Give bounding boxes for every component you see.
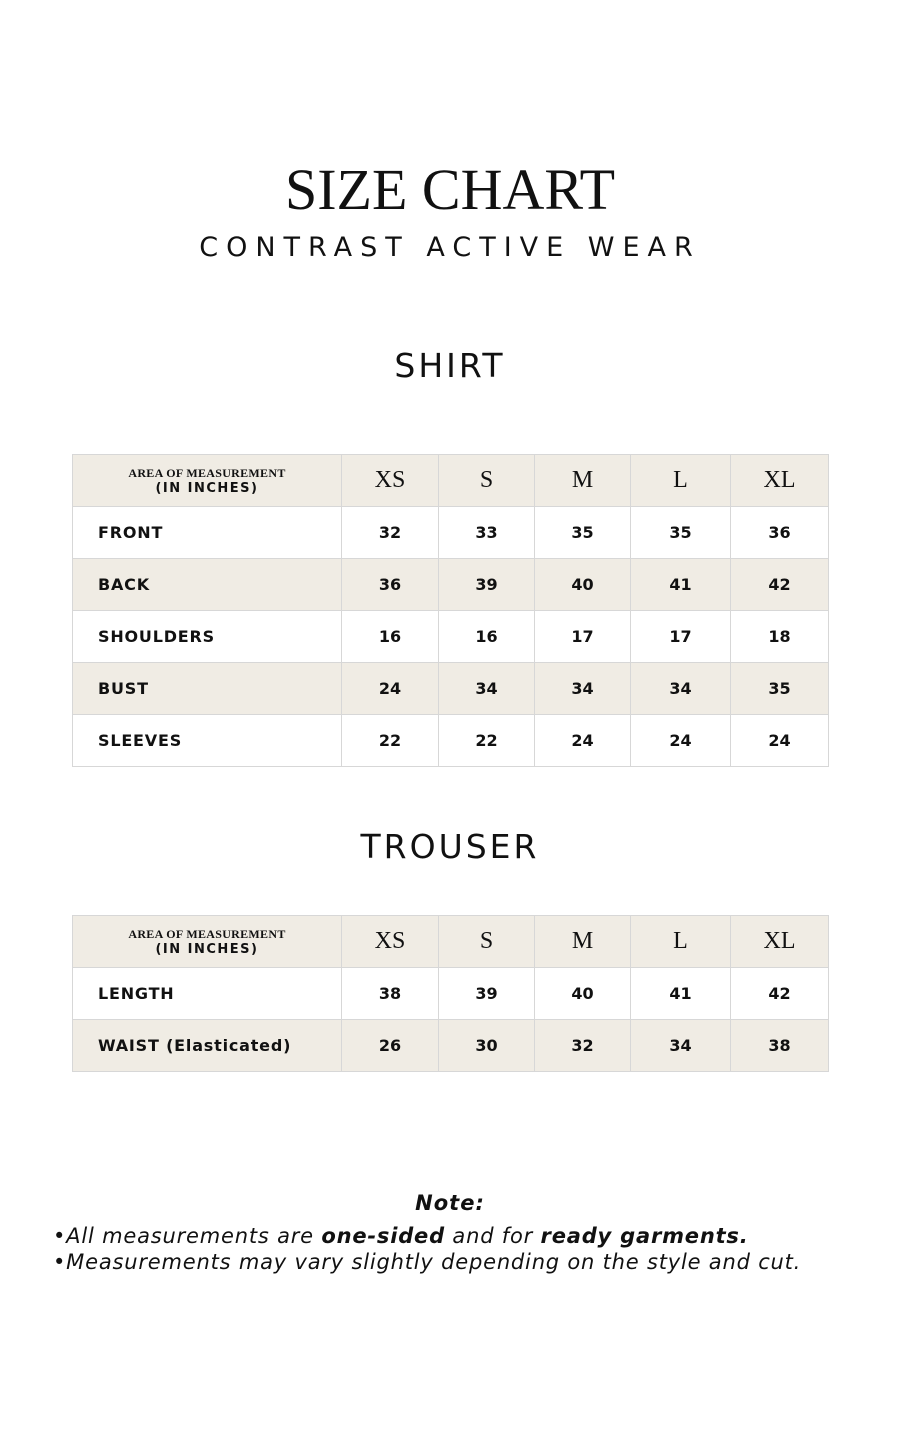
table-cell: 34 bbox=[631, 663, 731, 715]
table-cell: 38 bbox=[731, 1020, 829, 1072]
table-cell: 34 bbox=[535, 663, 631, 715]
size-header-xs: XS bbox=[342, 455, 439, 507]
note-line1-text2: and for bbox=[444, 1224, 541, 1248]
area-of-measurement-header bbox=[73, 916, 342, 968]
size-header-xl: XL bbox=[731, 916, 829, 968]
area-header-line2: (IN INCHES) bbox=[155, 941, 259, 957]
size-header-xl: XL bbox=[731, 455, 829, 507]
table-cell: 42 bbox=[731, 968, 829, 1020]
note-line1-text: •All measurements are bbox=[53, 1224, 322, 1248]
area-header-line1: AREA OF MEASUREMENT bbox=[128, 465, 286, 480]
page-title: SIZE CHART bbox=[284, 157, 616, 222]
table-cell: 17 bbox=[535, 611, 631, 663]
size-header-m: M bbox=[535, 455, 631, 507]
table-row bbox=[73, 507, 829, 559]
row-label: BUST bbox=[73, 663, 342, 715]
size-header-m: M bbox=[535, 916, 631, 968]
row-label: WAIST (Elasticated) bbox=[73, 1020, 342, 1072]
table-cell: 34 bbox=[631, 1020, 731, 1072]
row-label: LENGTH bbox=[73, 968, 342, 1020]
table-cell: 33 bbox=[439, 507, 535, 559]
table-cell: 32 bbox=[342, 507, 439, 559]
table-cell: 42 bbox=[731, 559, 829, 611]
table-cell: 39 bbox=[439, 968, 535, 1020]
table-cell: 40 bbox=[535, 968, 631, 1020]
table-cell: 41 bbox=[631, 968, 731, 1020]
table-cell: 36 bbox=[731, 507, 829, 559]
note-line1-bold-ready-garments: ready garments. bbox=[540, 1224, 749, 1248]
size-header-s: S bbox=[439, 455, 535, 507]
table-header-row bbox=[73, 455, 829, 507]
page-subtitle: CONTRAST ACTIVE WEAR bbox=[199, 232, 701, 263]
table-cell: 24 bbox=[731, 715, 829, 767]
table-row bbox=[73, 968, 829, 1020]
table-cell: 16 bbox=[439, 611, 535, 663]
note-line-1 bbox=[53, 1223, 893, 1249]
table-row bbox=[73, 715, 829, 767]
table-cell: 24 bbox=[535, 715, 631, 767]
area-header-line1: AREA OF MEASUREMENT bbox=[128, 926, 286, 941]
table-cell: 38 bbox=[342, 968, 439, 1020]
table-cell: 18 bbox=[731, 611, 829, 663]
note-line-2: •Measurements may vary slightly depending on the style and cut. bbox=[53, 1250, 802, 1274]
table-row bbox=[73, 611, 829, 663]
shirt-section-title: SHIRT bbox=[394, 346, 506, 385]
table-cell: 24 bbox=[342, 663, 439, 715]
table-header-row bbox=[73, 916, 829, 968]
table-cell: 39 bbox=[439, 559, 535, 611]
table-cell: 24 bbox=[631, 715, 731, 767]
table-cell: 26 bbox=[342, 1020, 439, 1072]
table-cell: 34 bbox=[439, 663, 535, 715]
row-label: SLEEVES bbox=[73, 715, 342, 767]
table-cell: 17 bbox=[631, 611, 731, 663]
size-header-l: L bbox=[631, 455, 731, 507]
note-bullets bbox=[53, 1223, 893, 1275]
area-of-measurement-header bbox=[73, 455, 342, 507]
table-cell: 35 bbox=[731, 663, 829, 715]
row-label: BACK bbox=[73, 559, 342, 611]
size-header-s: S bbox=[439, 916, 535, 968]
table-cell: 22 bbox=[342, 715, 439, 767]
table-cell: 35 bbox=[535, 507, 631, 559]
table-cell: 35 bbox=[631, 507, 731, 559]
row-label: SHOULDERS bbox=[73, 611, 342, 663]
table-cell: 40 bbox=[535, 559, 631, 611]
size-header-l: L bbox=[631, 916, 731, 968]
row-label: FRONT bbox=[73, 507, 342, 559]
table-cell: 16 bbox=[342, 611, 439, 663]
table-row bbox=[73, 663, 829, 715]
trouser-size-table bbox=[72, 915, 829, 1072]
shirt-size-table bbox=[72, 454, 829, 767]
note-heading: Note: bbox=[415, 1191, 485, 1215]
table-cell: 22 bbox=[439, 715, 535, 767]
table-cell: 30 bbox=[439, 1020, 535, 1072]
table-row bbox=[73, 559, 829, 611]
note-line1-bold-one-sided: one-sided bbox=[321, 1224, 445, 1248]
table-cell: 41 bbox=[631, 559, 731, 611]
trouser-section-title: TROUSER bbox=[360, 827, 540, 866]
table-cell: 36 bbox=[342, 559, 439, 611]
size-header-xs: XS bbox=[342, 916, 439, 968]
table-row bbox=[73, 1020, 829, 1072]
area-header-line2: (IN INCHES) bbox=[155, 480, 259, 496]
table-cell: 32 bbox=[535, 1020, 631, 1072]
